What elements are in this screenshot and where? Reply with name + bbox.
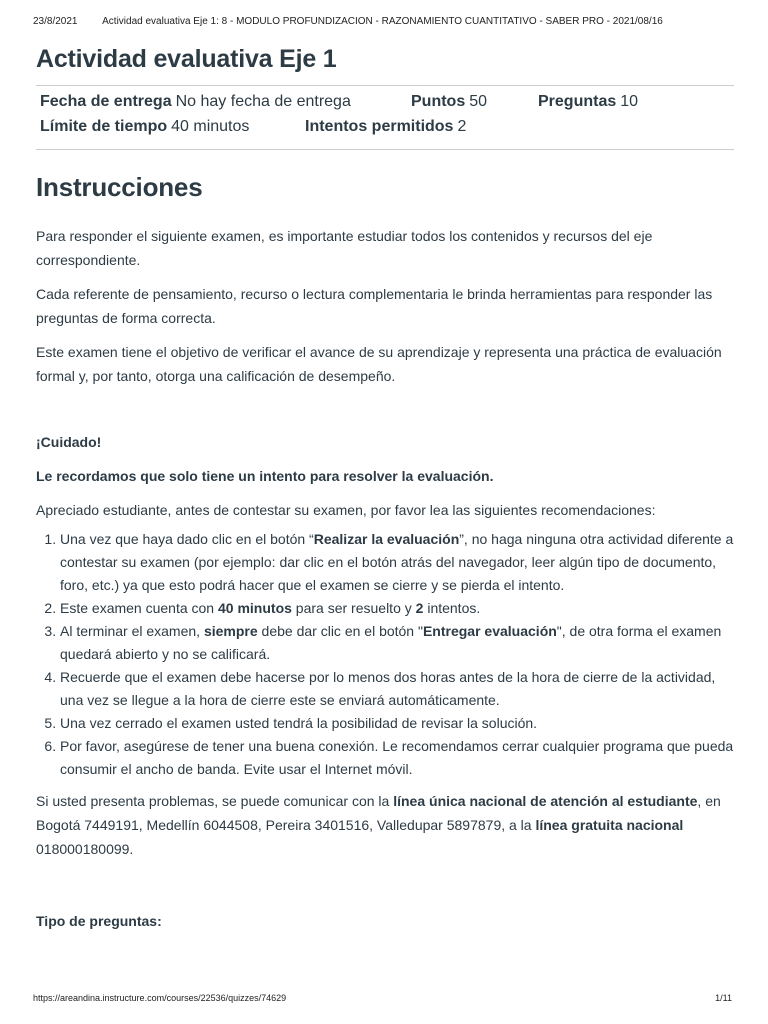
questions: [538, 91, 638, 113]
main-content: [36, 42, 734, 933]
recommendations-list: [36, 528, 734, 781]
time-limit-label: Límite de tiempo: [40, 118, 168, 135]
time-limit: [40, 116, 249, 138]
print-footer: [33, 993, 732, 1007]
due-date: [40, 91, 351, 113]
questions-value: 10: [620, 93, 639, 110]
instructions-heading: Instrucciones: [36, 172, 203, 202]
warning-heading: ¡Cuidado!: [36, 434, 102, 450]
attempts-label: Intentos permitidos: [305, 118, 454, 135]
quiz-meta: [36, 85, 734, 150]
points-value: 50: [469, 93, 488, 110]
points: [411, 91, 487, 113]
time-limit-value: 40 minutos: [171, 118, 250, 135]
page-title: Actividad evaluativa Eje 1: [36, 45, 337, 73]
question-types-heading: Tipo de preguntas:: [36, 913, 162, 929]
contact-info: Si usted presenta problemas, se puede comunicar con la línea única nacional de atención al estudiante, en Bogotá 7449191, Medellín 6044508, Pereira 3401516, Valledupar 5897879, a la línea gratuita nacional 018000180099.: [36, 793, 721, 857]
print-url: https://areandina.instructure.com/courses/22536/quizzes/74629: [33, 993, 287, 1003]
instructions-paragraph-3: Este examen tiene el objetivo de verificar el avance de su aprendizaje y representa una práctica de evaluación formal y, por tanto, otorga una calificación de desempeño.: [36, 344, 722, 384]
attempts: [305, 116, 466, 138]
attempt-reminder: Le recordamos que solo tiene un intento para resolver la evaluación.: [36, 468, 494, 484]
print-doc-title: Actividad evaluativa Eje 1: 8 - MODULO PROFUNDIZACION - RAZONAMIENTO CUANTITATIVO - SABER PRO - 2021/08/16: [102, 16, 663, 27]
list-item: 1. Una vez que haya dado clic en el botón “Realizar la evaluación”, no haga ninguna otra actividad diferente a contestar su examen (por ejemplo: dar clic en el botón atrás del navegador, leer algún tipo de documento, foro, etc.) ya que esto podrá hacer que el examen se cierre y se pierda el intento.: [60, 528, 734, 597]
due-date-value: No hay fecha de entrega: [175, 93, 351, 110]
attempts-value: 2: [457, 118, 467, 135]
instructions-paragraph-1: Para responder el siguiente examen, es importante estudiar todos los contenidos y recursos del eje correspondiente.: [36, 228, 653, 268]
list-item: 6. Por favor, asegúrese de tener una buena conexión. Le recomendamos cerrar cualquier programa que pueda consumir el ancho de banda. Evite usar el Internet móvil.: [60, 735, 734, 781]
list-item: 3. Al terminar el examen, siempre debe dar clic en el botón "Entregar evaluación", de otra forma el examen quedará abierto y no se calificará.: [60, 620, 734, 666]
list-item: 4. Recuerde que el examen debe hacerse por lo menos dos horas antes de la hora de cierre de la actividad, una vez se llegue a la hora de cierre este se enviará automáticamente.: [60, 666, 734, 712]
questions-label: Preguntas: [538, 93, 617, 110]
due-date-label: Fecha de entrega: [40, 93, 172, 110]
print-date: 23/8/2021: [33, 16, 78, 27]
list-item: 5. Una vez cerrado el examen usted tendrá la posibilidad de revisar la solución.: [60, 712, 734, 735]
page-number: 1/11: [715, 993, 732, 1003]
points-label: Puntos: [411, 93, 466, 110]
list-item: 2. Este examen cuenta con 40 minutos para ser resuelto y 2 intentos.: [60, 597, 734, 620]
print-header: [33, 16, 732, 30]
recommendations-intro: Apreciado estudiante, antes de contestar su examen, por favor lea las siguientes recomendaciones:: [36, 502, 656, 518]
instructions-paragraph-2: Cada referente de pensamiento, recurso o lectura complementaria le brinda herramientas para responder las preguntas de forma correcta.: [36, 286, 713, 326]
